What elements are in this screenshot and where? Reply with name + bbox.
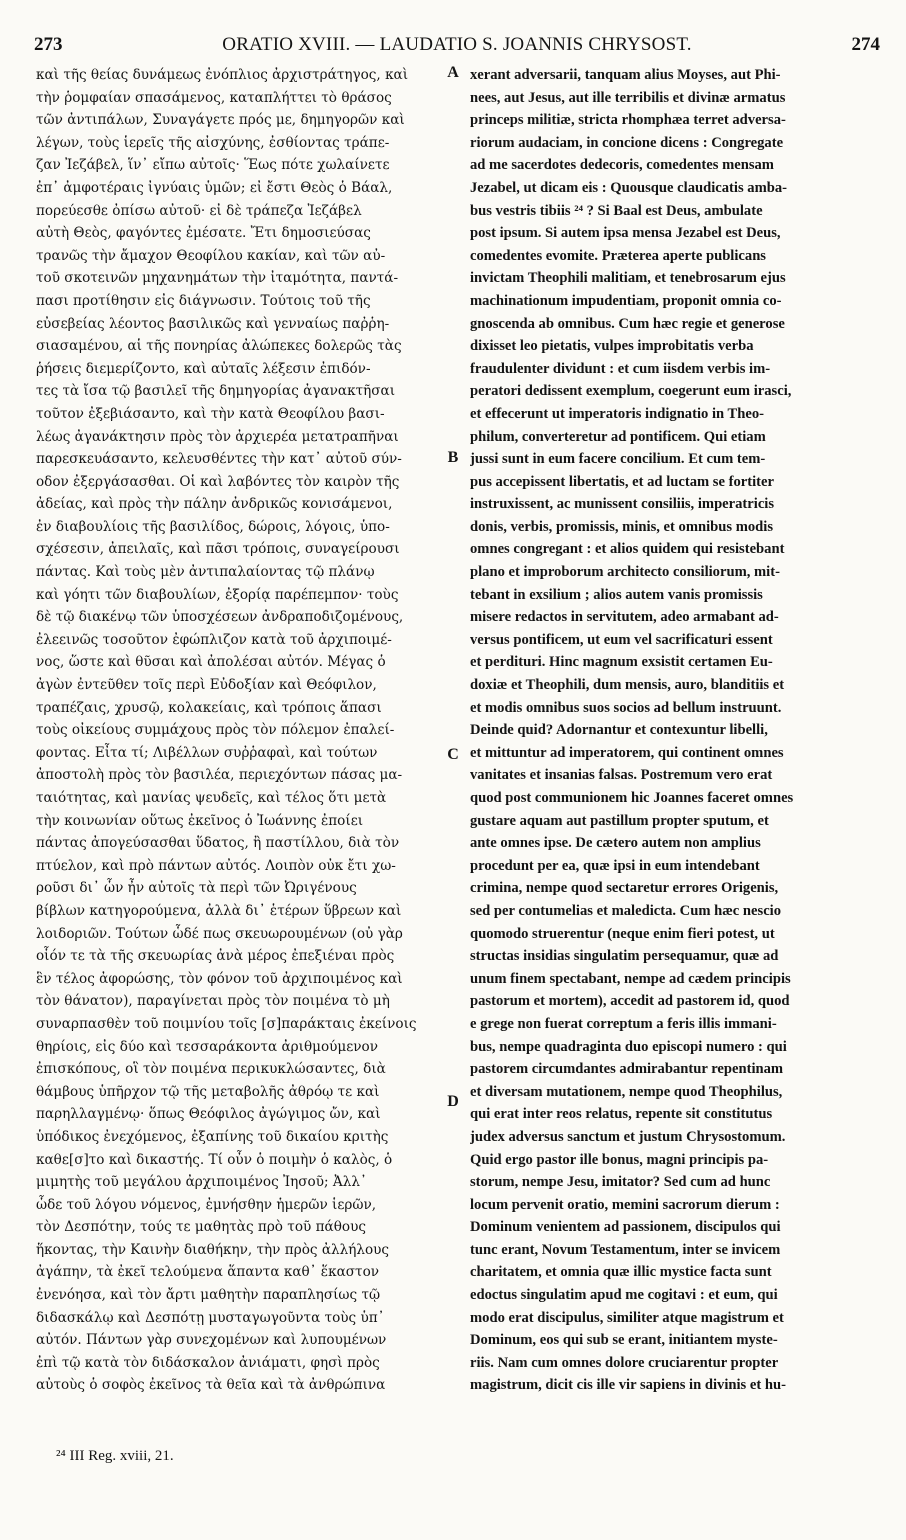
text-line: πτύελον, καὶ πρὸ πάντων αὐτός. Λοιπὸν οὐκ ἔτι χω-	[36, 857, 396, 874]
margin-letter-b: B	[447, 449, 459, 466]
text-line: οἷόν τε τὰ τῆς σκευωρίας ἀνὰ μέρος ἐπεξιέναι πρὸς	[36, 948, 395, 965]
text-line: μιμητὴς τοῦ μεγάλου ἀρχιποιμένος Ἰησοῦ; Ἀλλ᾽	[36, 1174, 367, 1191]
text-line: τρανῶς τὴν ἄμαχον Θεοφίλου κακίαν, καὶ τῶν αὐ-	[36, 247, 386, 264]
text-line: bus vestris tibiis ²⁴ ? Si Baal est Deus, ambulate	[470, 202, 763, 219]
text-line: quod post communionem hic Joannes faceret omnes	[470, 790, 794, 806]
text-line: ἐλεεινῶς τοσοῦτον ἐφώπλιζον κατὰ τοῦ ἀρχιποιμέ-	[36, 631, 392, 648]
text-line: procedunt per ea, quæ ipsi in eum intendebant	[470, 857, 760, 874]
text-line: τραπέζαις, χρυσῷ, κολακείαις, καὶ τρόποις ἅπασι	[36, 699, 382, 716]
text-line: ἓν τέλος ἀφορώσης, τὸν φόνον τοῦ ἀρχιποιμένος καὶ	[36, 970, 403, 987]
text-line: τὸν Δεσπότην, τούς τε μαθητὰς πρὸ τοῦ πάθους	[36, 1219, 366, 1236]
text-line: οδον ἐξεργάσασθαι. Οἱ καὶ λαβόντες τὸν καιρὸν τῆς	[36, 473, 400, 490]
text-line: νος, ὥστε καὶ θῦσαι καὶ ἀπολέσαι αὐτόν. Μέγας ὁ	[36, 654, 386, 671]
text-line: vanitates et insanias falsas. Postremum vero erat	[470, 767, 773, 784]
text-line: post ipsum. Si autem ipsa mensa Jezabel est Deus,	[470, 225, 781, 242]
text-line: ἀγάπην, τὰ ἐκεῖ τελούμενα ἅπαντα καθ᾽ ἕκαστον	[36, 1264, 380, 1281]
text-line: et mittuntur ad imperatorem, qui continent omnes	[470, 744, 784, 761]
text-line: gnoscenda ab omnibus. Cum hæc regie et generose	[470, 315, 785, 332]
text-line: ταιότητας, καὶ μανίας ψευδεῖς, καὶ τέλος ὅτι μετὰ	[36, 790, 387, 806]
page-number-right: 274	[851, 34, 880, 55]
text-line: παρεσκευάσαντο, κελευσθέντες τὴν κατ᾽ αὐτοῦ σύν-	[36, 451, 402, 468]
text-line: ἀποστολὴ πρὸς τὸν βασιλέα, περιεχόντων πάσας μα-	[36, 767, 403, 784]
text-line: τοῦτον ἐξεβιάσαντο, καὶ τὴν κατὰ Θεοφίλου βασι-	[36, 405, 385, 422]
text-line: Jezabel, ut dicam eis : Quousque claudicatis amba-	[470, 179, 788, 196]
text-line: θάμβους ὑπῆρχον τῷ τῆς μεταβολῆς ἀθρόῳ τε καὶ	[36, 1083, 380, 1100]
text-line: locum pervenit oratio, memini sacrorum dierum :	[470, 1196, 780, 1213]
margin-letter-c: C	[447, 746, 459, 763]
text-line: tebant in exsilium ; alios autem vanis promissis	[470, 586, 763, 603]
text-line: πάντας. Καὶ τοὺς μὲν ἀντιπαλαίοντας τῷ πλάνῳ	[36, 564, 375, 581]
text-line: σιασαμένου, αἱ τῆς πονηρίας ἀλώπεκες δολερῶς τὰς	[36, 338, 402, 355]
text-line: συναρπασθὲν τοῦ ποιμνίου τοῖς [σ]παράκταις ἐκείνοις	[36, 1015, 417, 1032]
text-line: et diversam mutationem, nempe quod Theophilus,	[470, 1083, 783, 1100]
text-line: princeps militiæ, stricta rhomphæa terret adversa-	[470, 112, 786, 129]
text-line: αὐτόν. Πάντων γὰρ συνεχομένων καὶ λυπουμένων	[36, 1332, 387, 1349]
text-line: invictam Theophili malitiam, et tenebrosarum ejus	[470, 270, 786, 287]
text-line: ad me sacerdotes dedecoris, comedentes mensam	[470, 157, 774, 174]
text-line: λέγων, τοὺς ἱερεῖς τῆς αἰσχύνης, ἐσθίοντας τράπε-	[36, 134, 390, 151]
text-line: peratori dedissent exemplum, coegerunt eum irasci,	[470, 383, 792, 400]
text-line: ἐπισκόπους, οἳ τὸν ποιμένα περικυκλώσαντες, διὰ	[36, 1061, 386, 1078]
text-line: τὴν κοινωνίαν οὕτως ἐκεῖνος ὁ Ἰωάννης ἐποίει	[36, 812, 364, 829]
text-line: versus pontificem, ut eum vel sacrificaturi essent	[470, 631, 773, 648]
text-line: comedentes evomite. Præterea aperte publicans	[470, 247, 766, 264]
text-line: τὸν θάνατον), παραγίνεται πρὸς τὸν ποιμένα τὸ μὴ	[36, 993, 390, 1010]
text-line: crimina, nempe quod sectaretur errores Origenis,	[470, 880, 779, 897]
text-line: ἐνενόησα, καὶ τὸν ἄρτι μαθητὴν παραπλησίως τῷ	[36, 1287, 381, 1304]
text-line: fraudulenter dividunt : et cum iisdem verbis im-	[470, 360, 771, 377]
text-line: quomodo struerentur (neque enim fieri potest, ut	[470, 925, 775, 942]
text-line: ὧδε τοῦ λόγου νόμενος, ἐμνήσθην ἡμερῶν ἱερῶν,	[36, 1196, 377, 1213]
text-line: riis. Nam cum omnes dolore cruciarentur propter	[470, 1354, 779, 1371]
text-line: ζαν Ἰεζάβελ, ἵν᾽ εἴπω αὐτοῖς· Ἕως πότε χωλαίνετε	[36, 157, 390, 174]
text-line: et effecerunt ut imperatoris indignatio in Theo-	[470, 405, 765, 422]
latin-column	[470, 64, 870, 1448]
text-line: ὑπόδικος ἐνεχόμενος, ἐξαπίνης τοῦ δικαίου κριτὴς	[36, 1128, 389, 1145]
margin-letter-a: A	[447, 64, 459, 81]
text-line: αὐτὴ Θεὸς, φαγόντες ἐμέσατε. Ἔτι δημοσιεύσας	[36, 225, 371, 242]
text-line: ἀδείας, καὶ πρὸς τὴν πάλην ἀνδρικῶς κονισάμενοι,	[36, 496, 393, 513]
text-line: et perdituri. Hinc magnum exsistit certamen Eu-	[470, 654, 773, 671]
text-line: αὐτοὺς ὁ σοφὸς ἐκεῖνος τὰ θεῖα καὶ τὰ ἀνθρώπινα	[36, 1377, 386, 1394]
text-line: καθε[σ]το καὶ δικαστής. Τί οὖν ὁ ποιμὴν ὁ καλὸς, ὁ	[36, 1151, 393, 1168]
footnote: ²⁴ III Reg. xviii, 21.	[56, 1448, 174, 1464]
text-line: εὐσεβείας λέοντος βασιλικῶς καὶ γενναίως παῤῥη-	[36, 315, 390, 332]
text-line: πάντας ἀπογεύσασθαι ὕδατος, ἢ παστίλλου, διὰ τὸν	[36, 835, 400, 852]
text-line: omnes congregant : et alios quidem qui resistebant	[470, 541, 785, 558]
text-line: pastorem circumdantes admirabantur repentinam	[470, 1061, 784, 1078]
text-line: machinationum impudentiam, proponit omnia co-	[470, 292, 782, 309]
text-line: instruxissent, ac munissent consiliis, imperatricis	[470, 496, 775, 513]
text-line: jussi sunt in eum facere concilium. Et cum tem-	[470, 451, 766, 468]
text-line: judex adversus sanctum et justum Chrysostomum.	[470, 1128, 786, 1145]
text-line: Deinde quid? Adornantur et contexuntur libelli,	[470, 722, 768, 739]
text-line: donis, verbis, promissis, minis, et omnibus modis	[470, 518, 774, 535]
text-line: τοὺς οἰκείους συμμάχους πρὸς τὸν πόλεμον ἐπαλεί-	[36, 722, 395, 739]
text-line: nees, aut Jesus, aut ille terribilis et divinæ armatus	[470, 89, 786, 106]
text-line: xerant adversarii, tanquam alius Moyses, aut Phi-	[470, 67, 781, 83]
text-line: λοιδοριῶν. Τούτων ὧδέ πως σκευωρουμένων (οὐ γὰρ	[36, 925, 403, 942]
text-line: παρηλλαγμένῳ· ὅπως Θεόφιλος ἀγώγιμος ὤν, καὶ	[36, 1106, 381, 1123]
text-line: bus, nempe quadraginta duo episcopi numero : qui	[470, 1038, 787, 1055]
text-line: Quid ergo pastor ille bonus, magni principis pa-	[470, 1151, 769, 1168]
text-line: λέως ἀγανάκτησιν πρὸς τὸν ἀρχιερέα μετατραπῆναι	[36, 428, 399, 445]
page-number-left: 273	[34, 34, 63, 55]
greek-column	[36, 64, 438, 1448]
text-line: διδασκάλῳ καὶ Δεσπότῃ μυσταγωγοῦντα τοὺς ὑπ᾽	[36, 1309, 385, 1326]
text-line: τες τὰ ἴσα τῷ βασιλεῖ τῆς δημηγορίας ἀγανακτῆσαι	[36, 383, 396, 400]
running-title: ORATIO XVIII. — LAUDATIO S. JOANNIS CHRYSOST.	[222, 34, 692, 55]
text-line: τοῦ σκοτεινῶν μηχανημάτων τὴν ἰταμότητα, παντά-	[36, 270, 399, 287]
text-line: ῥήσεις διεμερίζοντο, καὶ αὐταῖς λέξεσιν ἐπιδόν-	[36, 360, 371, 377]
text-line: ροῦσι δι᾽ ὧν ἦν αὐτοῖς τὰ περὶ τῶν Ὠριγένους	[36, 880, 357, 897]
text-line: sed per contumelias et maledicta. Cum hæc nescio	[470, 902, 782, 919]
text-line: καὶ γόητι τῶν διαβουλίων, ἐξορίᾳ παρέπεμπον· τοὺς	[36, 586, 399, 603]
text-line: Dominum venientem ad passionem, discipulos qui	[470, 1219, 781, 1236]
margin-letter-d: D	[447, 1093, 459, 1110]
text-line: ante omnes ipse. De cætero autem non amplius	[470, 835, 761, 852]
text-line: φοντας. Εἶτα τί; Λιβέλλων συῤῥαφαὶ, καὶ τούτων	[36, 744, 378, 761]
text-line: magistrum, dicit cis ille vir sapiens in divinis et hu-	[470, 1377, 786, 1394]
text-line: ἥκοντας, τὴν Καινὴν διαθήκην, τὴν πρὸς ἀλλήλους	[36, 1241, 390, 1258]
text-line: ἀγὼν ἐντεῦθεν τοῖς περὶ Εὐδοξίαν καὶ Θεόφιλον,	[36, 677, 377, 694]
text-line: e grege non fuerat correptum a feris illis immani-	[470, 1015, 777, 1032]
text-line: ἐπ᾽ ἀμφοτέραις ἰγνύαις ὑμῶν; εἰ ἔστι Θεὸς ὁ Βάαλ,	[36, 179, 393, 196]
text-line: modo erat discipulus, similiter atque magistrum et	[470, 1309, 784, 1326]
text-line: ἐπὶ τῷ κατὰ τὸν διδάσκαλον ἀνιάματι, φησὶ πρὸς	[36, 1354, 380, 1371]
text-line: edoctus singulatim apud me cogitavi : et eum, qui	[470, 1287, 778, 1304]
text-line: unum finem spectabant, nempe ad cædem principis	[470, 970, 791, 987]
text-line: storum, nempe Jesu, imitator? Sed cum ad hunc	[470, 1174, 771, 1191]
text-line: ἐν διαβουλίοις τῆς βασιλίδος, δώροις, λόγοις, ὑπο-	[36, 518, 390, 535]
text-line: qui erat inter reos relatus, repente sit constitutus	[470, 1106, 773, 1123]
text-line: charitatem, et omnia quæ illic mystice facta sunt	[470, 1264, 772, 1281]
text-line: tunc erant, Novum Testamentum, inter se invicem	[470, 1241, 781, 1258]
text-line: doxiæ et Theophili, dum mensis, auro, blanditiis et	[470, 677, 785, 694]
text-line: τὴν ῥομφαίαν σπασάμενος, καταπλήττει τὸ θράσος	[36, 89, 392, 106]
text-line: δὲ τῷ διακένῳ τῶν ὑποσχέσεων ἀνδραποδιζομένους,	[36, 609, 404, 626]
text-line: πασι προτίθησιν εἰς διάγνωσιν. Τούτοις τοῦ τῆς	[36, 292, 371, 309]
text-line: καὶ τῆς θείας δυνάμεως ἐνόπλιος ἀρχιστράτηγος, καὶ	[36, 67, 409, 83]
text-line: pus accepissent libertatis, et ad luctam se fortiter	[470, 473, 774, 490]
text-line: riorum audaciam, in concione dicens : Congregate	[470, 134, 784, 151]
text-line: misere redactos in servitutem, adeo armabant ad-	[470, 609, 779, 626]
running-header	[34, 34, 880, 62]
text-line: dixisset leo pietatis, vulpes improbitatis verba	[470, 338, 754, 355]
text-line: Dominum, eos qui sub se erant, initiantem myste-	[470, 1332, 778, 1349]
text-line: θηρίοις, εἰς δύο καὶ τεσσαράκοντα ἀριθμούμενον	[36, 1038, 379, 1055]
text-line: pastorum et mortem), accedit ad pastorem id, quod	[470, 993, 790, 1010]
text-line: πορεύεσθε ὀπίσω αὐτοῦ· εἰ δὲ τράπεζα Ἰεζάβελ	[36, 202, 362, 219]
text-line: philum, converteretur ad pontificem. Qui etiam	[470, 428, 766, 445]
text-line: structas insidias singulatim persequamur, quæ ad	[470, 948, 779, 965]
text-line: plano et improborum architecto consiliorum, mit-	[470, 564, 780, 581]
text-line: gustare aquam aut pastillum propter sputum, et	[470, 812, 769, 829]
text-line: τῶν ἀντιπάλων, Συναγάγετε πρός με, δημηγορῶν καὶ	[36, 112, 405, 129]
text-line: σχέσεσιν, ἀπειλαῖς, καὶ πᾶσι τρόποις, συναγείρουσι	[36, 541, 400, 558]
text-line: βίβλων κατηγορούμενα, ἀλλὰ δι᾽ ἑτέρων ὕβρεων καὶ	[36, 902, 402, 919]
text-line: et modis omnibus suos socios ad bellum instruunt.	[470, 699, 782, 716]
